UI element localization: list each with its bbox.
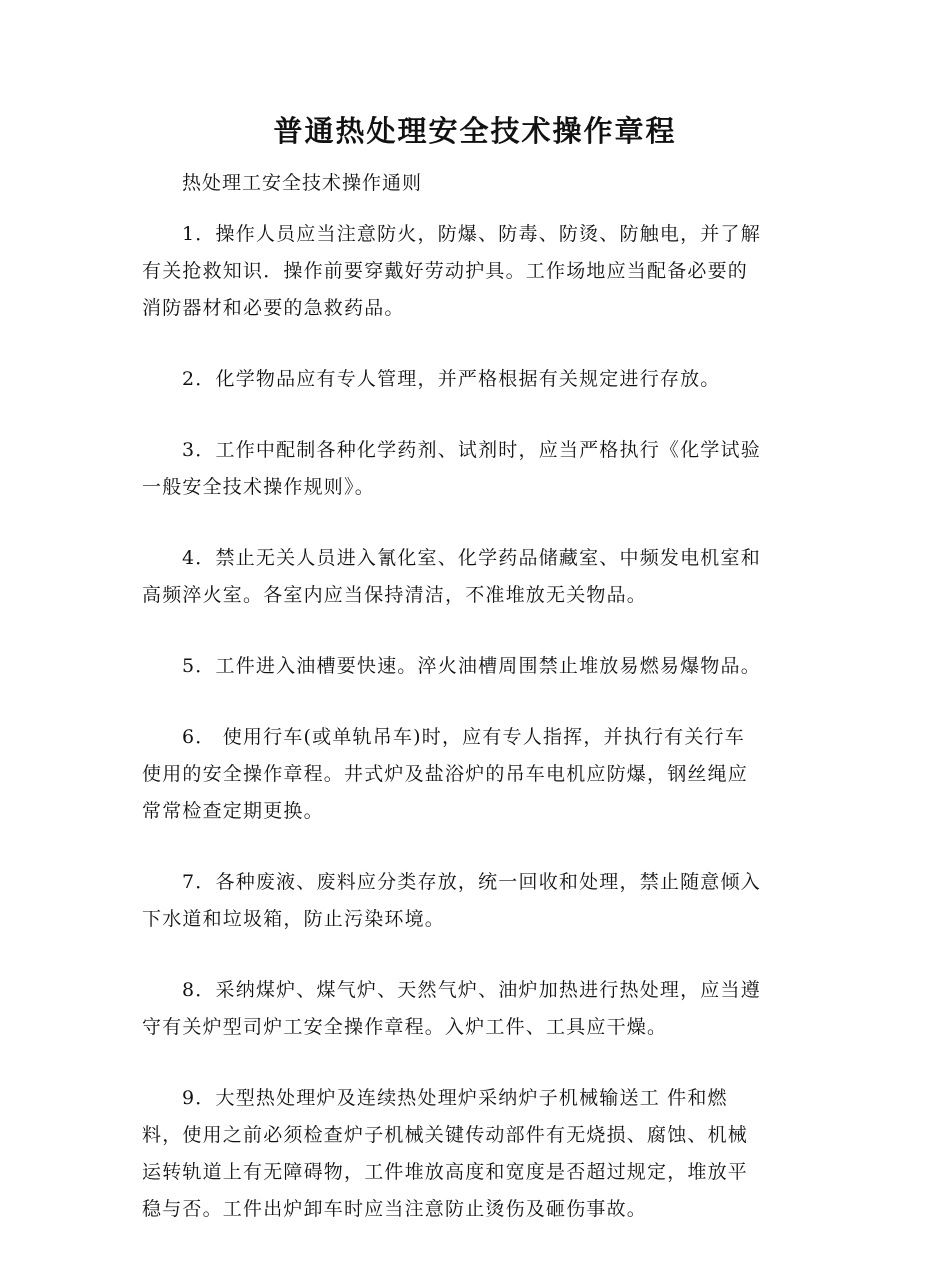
paragraph-line: 使用的安全操作章程。井式炉及盐浴炉的吊车电机应防爆，钢丝绳应 <box>142 763 749 785</box>
paragraph-line: 有关抢救知识．操作前要穿戴好劳动护具。工作场地应当配备必要的 <box>142 260 749 282</box>
document-body <box>142 216 810 1262</box>
paragraph-line: 6． 使用行车(或单轨吊车)时，应有专人指挥，并执行有关行车 <box>182 726 745 748</box>
paragraph-line: 9．大型热处理炉及连续热处理炉采纳炉子机械输送工 件和燃 <box>182 1087 728 1109</box>
paragraph-line: 下水道和垃圾箱，防止污染环境。 <box>142 908 446 930</box>
paragraph-line: 料，使用之前必须检查炉子机械关键传动部件有无烧损、腐蚀、机械 <box>142 1124 749 1146</box>
paragraph-line: 运转轨道上有无障碍物，工件堆放高度和宽度是否超过规定，堆放平 <box>142 1161 749 1183</box>
paragraph-line: 稳与否。工件出炉卸车时应当注意防止烫伤及砸伤事故。 <box>142 1198 648 1220</box>
paragraph-line: 常常检查定期更换。 <box>142 800 324 822</box>
paragraph-line: 7．各种废液、废料应分类存放，统一回收和处理，禁止随意倾入 <box>182 871 761 893</box>
paragraph-line: 2．化学物品应有专人管理，并严格根据有关规定进行存放。 <box>182 368 721 390</box>
paragraph <box>142 361 810 398</box>
paragraph <box>142 719 810 830</box>
paragraph <box>142 432 810 506</box>
paragraph <box>142 972 810 1046</box>
paragraph <box>142 1080 810 1228</box>
paragraph-line: 5．工件进入油槽要快速。淬火油槽周围禁止堆放易燃易爆物品。 <box>182 655 761 677</box>
paragraph-line: 消防器材和必要的急救药品。 <box>142 297 405 319</box>
paragraph <box>142 216 810 327</box>
paragraph-line: 1．操作人员应当注意防火，防爆、防毒、防烫、防触电，并了解 <box>182 223 761 245</box>
paragraph-line: 一般安全技术操作规则》。 <box>142 476 375 498</box>
paragraph-line: 4．禁止无关人员进入氰化室、化学药品储藏室、中频发电机室和 <box>182 547 761 569</box>
document-subtitle: 热处理工安全技术操作通则 <box>182 172 423 194</box>
paragraph <box>142 864 810 938</box>
paragraph <box>142 540 810 614</box>
document-title: 普通热处理安全技术操作章程 <box>273 114 677 148</box>
paragraph <box>142 648 810 685</box>
paragraph-line: 3．工作中配制各种化学药剂、试剂时，应当严格执行《化学试验 <box>182 439 761 461</box>
paragraph-line: 8．采纳煤炉、煤气炉、天然气炉、油炉加热进行热处理，应当遵 <box>182 979 761 1001</box>
paragraph-line: 高频淬火室。各室内应当保持清洁，不准堆放无关物品。 <box>142 584 648 606</box>
paragraph-line: 守有关炉型司炉工安全操作章程。入炉工件、工具应干燥。 <box>142 1016 668 1038</box>
